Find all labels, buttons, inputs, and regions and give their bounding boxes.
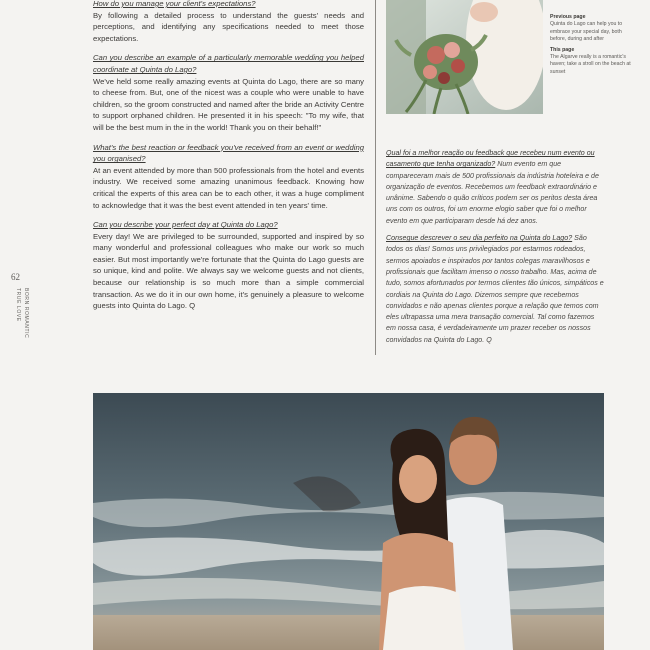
running-head-section: BORN ROMANTIC [23,288,29,339]
question-heading: Can you describe an example of a particularly memorable wedding you helped coordinate at Quinta do Lago? [93,53,364,74]
question-heading: Consegue descrever o seu dia perfeito na Quinta do Lago? [386,234,573,243]
end-mark: Q [189,301,196,311]
caption-text: Quinta do Lago can help you to embrace your special day, both before, during and after [550,21,623,43]
answer-text: Num evento em que compareceram mais de 500 profissionais da indústria hoteleira e de organização de eventos. Recebemos um feedback extraordinário e unânime. Sabendo o quão críticos podem ser os peritos desta área uns com os outros, foi um enorme elogio saber que foi o melhor evento em que participaram desde há dez anos. [386,160,599,225]
answer-text: São todos os dias! Somos uns privilegiados por estarmos rodeados, sermos apoiados e inspirados por tantos colegas maravilhosos e profissionais que facilitam imenso o nosso trabalho. Mas, acima de tudo, somos afortunados por termos clientes tão únicos, simpáticos e cordiais na Quinta do Lago. Dizemos sempre que recebemos convidados e não apenas clientes porque a relação que temos com eles ultrapassa uma mera transação comercial. Tal como fazemos em nossa casa, é verdadeiramente um prazer receber os nossos convidados na Quinta do Lago. [386,234,604,344]
page-number: 62 [11,272,20,282]
answer-text: Every day! We are privileged to be surrounded, supported and inspired by so many wonderful and professional colleagues who make our work so much easier. But most importantly we're fortunate that the Quinta do Lago guests are so unique, kind and polite. We always say we welcome guests and not clients, because our relationship is so much more than a simple commercial transaction. As we do it in our own home, it's genuinely a pleasure to welcome guests into Quinta do Lago. [93,231,364,311]
photo-caption [550,14,632,79]
portuguese-column [386,148,605,352]
answer-text: At an event attended by more than 500 professionals from the hotel and events industry. We received some amazing unanimous feedback. Knowing how critical the experts of this area can be to each other, it was a huge compliment to acknowledge that it was the best event attended in ten years' time. [93,165,364,210]
question-heading: What's the best reaction or feedback you've received from an event or wedding you organised? [93,142,364,164]
question-heading: Qual foi a melhor reação ou feedback que recebeu num evento ou casamento que tenha organizado? [386,149,595,169]
running-head [14,288,30,338]
answer-text: By following a detailed process to understand the guests' needs and perceptions, and identifying any specifications needed to meet those expectations. [93,10,364,43]
caption-heading: This page [550,46,575,53]
caption-text: The Algarve really is a romantic's haven; take a stroll on the beach at sunset [550,54,631,75]
column-divider [375,0,376,355]
bouquet-photo [386,0,543,114]
question-heading: Can you describe your perfect day at Quinta do Lago? [93,220,278,230]
beach-couple-photo [93,393,604,650]
answer-text: We've held some really amazing events at Quinta do Lago, there are so many to cheese from. But, one of the nicest was a couple who were unable to have children, so the groom constructed and named after the bride an Activity Centre to support orphaned children. He presented it in his speech: "To my wife, that will be the best mum in the in the world! Thank you on their behalf!" [93,76,364,132]
question-heading: How do you manage your client's expectations? [93,0,256,8]
end-mark: Q [486,335,492,344]
caption-heading: Previous page [550,14,586,20]
running-head-subsection: TRUE LOVE [15,288,21,322]
english-column [93,0,364,320]
